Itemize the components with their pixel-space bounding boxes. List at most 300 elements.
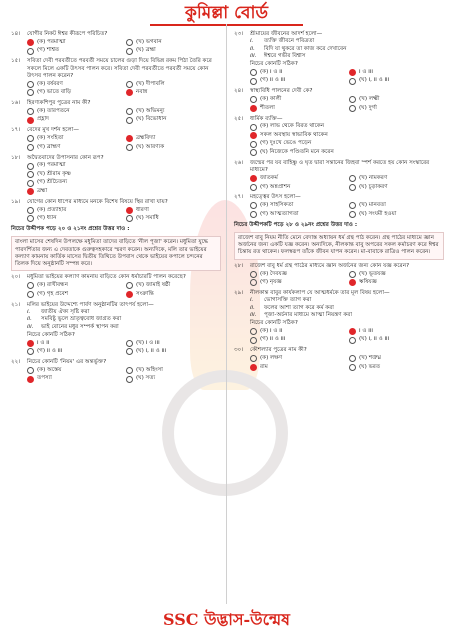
option-2[interactable] bbox=[349, 355, 444, 364]
question-number: ১৫। bbox=[11, 58, 21, 65]
option-1[interactable] bbox=[250, 68, 345, 77]
option-label: (খ) অহিংসা bbox=[136, 366, 163, 373]
option-3[interactable] bbox=[27, 89, 122, 98]
statement-text: বিদি যা থুকরে তা কাজ করে দেখাবেন bbox=[264, 45, 347, 52]
option-4[interactable] bbox=[126, 375, 221, 384]
answer-bubble[interactable] bbox=[27, 144, 34, 151]
answer-bubble[interactable] bbox=[250, 149, 257, 156]
answer-bubble[interactable] bbox=[126, 215, 133, 222]
statement-numeral: ii. bbox=[250, 45, 255, 52]
left-column bbox=[11, 28, 221, 383]
answer-bubble[interactable] bbox=[349, 96, 356, 103]
question-number: ১৮। bbox=[11, 154, 21, 161]
statement-numeral: iii. bbox=[27, 323, 34, 330]
option-2[interactable] bbox=[349, 327, 444, 336]
option-label: তপস্যা bbox=[37, 375, 52, 382]
option-label: (খ) মানবতা bbox=[359, 202, 386, 209]
answer-bubble[interactable] bbox=[27, 180, 34, 187]
question-stem: সবিতা দেবী পরবর্তীতে পরবর্তী সময়ে চালের গুড়া দিয়ে বিভিন্ন রকম পিঠা তৈরি করে সকলে মিলে একটি উৎসব পালন করে। সবিতা দেবী পরবর্তীতে পরবর্তী সময়ে কোন উৎসব পালন করেন? bbox=[27, 58, 212, 79]
answer-marked-bubble[interactable] bbox=[126, 135, 133, 142]
answer-marked-bubble[interactable] bbox=[126, 291, 133, 298]
option-label: (ঘ) আরণ্যক bbox=[136, 143, 165, 150]
option-1[interactable] bbox=[250, 96, 345, 105]
right-column bbox=[234, 28, 444, 372]
answer-bubble[interactable] bbox=[250, 141, 257, 148]
question-stem: মধুমিতা ভাইয়ের কল্যাণ কামনায় বাড়িতে কোন ধর্মাচারটি পালন করেছে? bbox=[27, 274, 186, 281]
statement-item bbox=[250, 305, 444, 312]
statement-item bbox=[250, 53, 444, 60]
statement-text: ফলের আশা ত্যাগ করে কর্ম করা bbox=[264, 304, 334, 311]
option-3[interactable] bbox=[27, 143, 122, 152]
question-number: ২৪। bbox=[234, 88, 244, 95]
option-list bbox=[11, 135, 221, 152]
option-label: ব্রহ্মবিদ্যা bbox=[136, 135, 156, 142]
option-label: (খ) ভগবান bbox=[136, 38, 162, 45]
answer-bubble[interactable] bbox=[27, 81, 34, 88]
answer-marked-bubble[interactable] bbox=[250, 364, 257, 371]
option-label: (গ) নৃযজ্ঞ bbox=[260, 279, 282, 286]
option-label: (ঘ) i, ii ও iii bbox=[359, 336, 390, 343]
answer-bubble[interactable] bbox=[126, 81, 133, 88]
option-3[interactable] bbox=[250, 77, 345, 86]
statement-text: জাতীয় ঐক্য সৃষ্টি করা bbox=[41, 308, 90, 315]
statement-list bbox=[234, 38, 444, 60]
answer-bubble[interactable] bbox=[126, 348, 133, 355]
answer-bubble[interactable] bbox=[126, 48, 133, 55]
option-label: (ঘ) i, ii ও iii bbox=[359, 77, 390, 84]
question-number: ২৮। bbox=[234, 262, 244, 269]
option-3[interactable] bbox=[27, 116, 122, 125]
option-label: (ঘ) সংযমী হওয়া bbox=[359, 210, 397, 217]
option-label: (গ) দুঃখে ভেঙে পড়েন bbox=[260, 140, 312, 147]
option-list bbox=[234, 96, 444, 113]
statement-text: ত্যক্তি জীবনে পবিত্রতা bbox=[264, 38, 315, 45]
answer-bubble[interactable] bbox=[250, 184, 257, 191]
question-q14 bbox=[11, 31, 221, 38]
statement-numeral: ii. bbox=[27, 316, 32, 323]
option-label: (খ) দীপাবলি bbox=[136, 80, 165, 87]
question-q21 bbox=[11, 302, 221, 309]
option-label: (গ) ব্রাহ্মণ bbox=[37, 143, 61, 150]
question-number: ১৪। bbox=[11, 31, 21, 37]
option-4[interactable] bbox=[349, 336, 444, 345]
option-label: (গ) ii ও iii bbox=[37, 348, 63, 355]
answer-bubble[interactable] bbox=[126, 376, 133, 383]
answer-bubble[interactable] bbox=[349, 105, 356, 112]
question-stem: কৌশল্যার পুত্রের নাম কী? bbox=[250, 347, 307, 354]
answer-bubble[interactable] bbox=[349, 271, 356, 278]
answer-bubble[interactable] bbox=[349, 202, 356, 209]
answer-bubble[interactable] bbox=[126, 282, 133, 289]
option-label: (খ) ভূতযজ্ঞ bbox=[359, 270, 386, 277]
answer-marked-bubble[interactable] bbox=[27, 376, 34, 383]
option-4[interactable] bbox=[126, 290, 221, 299]
option-label: ধারণা bbox=[136, 206, 149, 213]
option-label: সংক্রান্তি bbox=[136, 290, 154, 297]
question-number: ২৫। bbox=[234, 115, 244, 122]
answer-bubble[interactable] bbox=[250, 78, 257, 85]
option-list bbox=[11, 206, 221, 223]
answer-bubble[interactable] bbox=[349, 364, 356, 371]
option-label: (ঘ) i, ii ও iii bbox=[136, 348, 167, 355]
statement-numeral: ii. bbox=[250, 304, 255, 311]
option-label: (ক) রাখীবন্ধন bbox=[37, 282, 68, 289]
option-list bbox=[11, 38, 221, 55]
stimulus-passage: রাজেশ বাবু নিয়ম নীতি মেনে বেদাস্ত অধ্যায়ন ধর্ম গ্রন্থ পাঠ করেন। গ্রন্থ পাঠের মাধ্যমে জ্ঞান অর্জনের জন্য একটি যজ্ঞ করেন। অন্যদিকে, নীলকান্ত বাবু অপরের সকল কর্মাচরণ করে ঈশ্বর চিন্তায় রত থাকেন। ফলস্বরূপ তাঁকে জীবন যাপন করেন। মা-বাবাকে রাত্রিও পালন করেন। bbox=[234, 232, 444, 260]
statement-numeral: i. bbox=[250, 297, 254, 304]
question-q16 bbox=[11, 100, 221, 107]
option-label: ঋষিযজ্ঞ bbox=[359, 279, 377, 286]
option-2[interactable] bbox=[126, 38, 221, 47]
question-number: ২৬। bbox=[234, 159, 244, 166]
question-number: ১৯। bbox=[11, 198, 21, 205]
statement-item bbox=[250, 312, 444, 319]
option-4[interactable] bbox=[349, 104, 444, 113]
option-label: (গ) ধ্যান bbox=[37, 215, 57, 222]
option-label: (ক) বর্ষবরণ bbox=[37, 80, 63, 87]
option-label: (ঘ) ভরত bbox=[359, 363, 381, 370]
question-stem: জন্মের পর যব বাহিষ্ণু ও ঘৃত দ্বারা সন্তানের জিহবা স্পর্শ করতে হয় কোন সংস্কারের মাধ্যমে? bbox=[250, 159, 430, 174]
option-2[interactable] bbox=[349, 174, 444, 183]
answer-bubble[interactable] bbox=[126, 39, 133, 46]
answer-marked-bubble[interactable] bbox=[349, 328, 356, 335]
question-stem: শ্রীমায়ের জীবনের আদর্শ হলো— bbox=[250, 31, 323, 37]
option-label: (ক) i ও ii bbox=[260, 68, 283, 75]
answer-bubble[interactable] bbox=[27, 163, 34, 170]
option-1[interactable] bbox=[27, 80, 122, 89]
option-1[interactable] bbox=[27, 282, 122, 291]
question-stem: যোগীর নিকট ঈশ্বর কীরূপে পরিচিত? bbox=[27, 31, 108, 37]
question-stem: স্বাস্থ্যবিধি পালনের দেবী কে? bbox=[250, 88, 313, 95]
option-2[interactable] bbox=[126, 366, 221, 375]
option-label: i ও iii bbox=[359, 327, 373, 334]
question-q30 bbox=[234, 347, 444, 354]
option-label: (খ) জামাই ষষ্ঠী bbox=[136, 282, 171, 289]
option-1[interactable] bbox=[27, 135, 122, 144]
answer-bubble[interactable] bbox=[126, 340, 133, 347]
option-list bbox=[234, 174, 444, 191]
option-label: (ক) পরমাত্মা bbox=[37, 38, 66, 45]
option-label: (গ) শাশ্বত bbox=[37, 47, 60, 54]
answer-bubble[interactable] bbox=[250, 211, 257, 218]
option-3[interactable] bbox=[250, 278, 345, 287]
question-number: ২৭। bbox=[234, 194, 244, 201]
answer-marked-bubble[interactable] bbox=[27, 340, 34, 347]
option-3[interactable] bbox=[27, 47, 122, 56]
question-stem: হিরণ্যকশিপুর পুত্রের নাম কী? bbox=[27, 100, 91, 107]
option-label: (ক) প্রত্যাহার bbox=[37, 206, 67, 213]
option-label: (গ) ভাতে বাড়ি bbox=[37, 89, 72, 96]
statement-text: ঈশ্বরে গভীর বিশ্বাস bbox=[264, 52, 306, 59]
option-3[interactable] bbox=[250, 210, 345, 219]
option-2[interactable] bbox=[126, 80, 221, 89]
option-label: (ক) সংহিতা bbox=[37, 135, 64, 142]
statement-numeral: iii. bbox=[250, 52, 257, 59]
option-4[interactable] bbox=[349, 210, 444, 219]
option-label: (ক) অস্তেয় bbox=[37, 366, 62, 373]
option-label: (খ) লক্ষ্মী bbox=[359, 96, 380, 103]
option-label: (গ) গৃহ প্রবেশ bbox=[37, 290, 69, 297]
option-4[interactable] bbox=[126, 215, 221, 224]
option-1[interactable] bbox=[27, 107, 122, 116]
question-stem: ধার্মিক ব্যক্তি— bbox=[250, 115, 283, 122]
option-label: (খ) শত্রুঘ্ন bbox=[359, 355, 382, 362]
option-4[interactable] bbox=[349, 363, 444, 372]
option-1[interactable] bbox=[27, 38, 122, 47]
question-stem: বেদের মুখ দর্শন হলো— bbox=[27, 127, 79, 134]
option-4[interactable] bbox=[126, 116, 221, 125]
option-label: ব্রহ্মা bbox=[37, 187, 48, 194]
option-label: i ও iii bbox=[359, 68, 373, 75]
option-list bbox=[234, 202, 444, 219]
option-2[interactable] bbox=[126, 135, 221, 144]
question-q24 bbox=[234, 88, 444, 95]
question-q15 bbox=[11, 58, 221, 80]
option-list bbox=[11, 282, 221, 299]
option-3[interactable] bbox=[250, 363, 345, 372]
statement-numeral: iii. bbox=[250, 311, 257, 318]
which-correct-prompt: নিচের কোনটি সঠিক? bbox=[27, 331, 75, 338]
statement-text: ভাই বোনের মধুর সম্পর্ক স্থাপন করা bbox=[41, 323, 119, 330]
answer-bubble[interactable] bbox=[349, 78, 356, 85]
option-1[interactable] bbox=[250, 355, 345, 364]
question-q17 bbox=[11, 127, 221, 134]
answer-marked-bubble[interactable] bbox=[126, 207, 133, 214]
answer-bubble[interactable] bbox=[349, 184, 356, 191]
option-4[interactable] bbox=[349, 183, 444, 192]
option-label: (ক) সাহসিকতা bbox=[260, 202, 294, 209]
answer-bubble[interactable] bbox=[27, 215, 34, 222]
option-label: (ক) লক্ষণ bbox=[260, 355, 283, 362]
option-4[interactable] bbox=[349, 77, 444, 86]
option-label: (গ) ii ও iii bbox=[260, 336, 286, 343]
answer-bubble[interactable] bbox=[250, 337, 257, 344]
column-divider bbox=[226, 24, 227, 604]
page-title: কুমিল্লা বোর্ড bbox=[185, 3, 268, 23]
option-label: (ঘ) দুর্গা bbox=[359, 104, 377, 111]
statement-item bbox=[250, 297, 444, 304]
option-1[interactable] bbox=[27, 206, 122, 215]
answer-bubble[interactable] bbox=[27, 171, 34, 178]
option-2[interactable] bbox=[126, 282, 221, 291]
question-stem: মহত্ত্বের উৎস হলো— bbox=[250, 194, 301, 201]
question-number: ২৯। bbox=[234, 289, 244, 296]
option-label: (খ) নামকরণ bbox=[359, 175, 388, 181]
answer-bubble[interactable] bbox=[250, 202, 257, 209]
option-label: (ঘ) বিভোধান bbox=[136, 116, 167, 123]
answer-bubble[interactable] bbox=[27, 135, 34, 142]
option-1[interactable] bbox=[250, 123, 444, 132]
option-list bbox=[11, 107, 221, 124]
answer-bubble[interactable] bbox=[27, 282, 34, 289]
option-4[interactable] bbox=[126, 89, 221, 98]
option-list bbox=[11, 339, 221, 356]
option-label: (গ) অন্নপ্রাশন bbox=[260, 183, 291, 190]
option-3[interactable] bbox=[250, 336, 345, 345]
answer-bubble[interactable] bbox=[126, 144, 133, 151]
option-4[interactable] bbox=[250, 148, 444, 157]
stimulus-instruction: নিচের উদ্দীপক পড়ে ২০ ও ২১নং প্রশ্নের উত্তর দাও : bbox=[11, 226, 130, 233]
stimulus-instruction: নিচের উদ্দীপকটি পড়ে ২৮ ও ২৯নং প্রশ্নের উত্তর দাও : bbox=[234, 221, 358, 228]
question-q22 bbox=[11, 359, 221, 366]
question-stem: নিচের কোনটি 'নিয়ম' এর অন্তর্ভুক্ত? bbox=[27, 359, 107, 366]
option-label: জাতকর্ম bbox=[260, 175, 278, 181]
question-number: ১৬। bbox=[11, 100, 21, 107]
answer-marked-bubble[interactable] bbox=[126, 89, 133, 96]
statement-text: ভোগাসক্তি ত্যাগ করা bbox=[264, 297, 312, 304]
answer-bubble[interactable] bbox=[126, 117, 133, 124]
option-2[interactable] bbox=[349, 68, 444, 77]
answer-marked-bubble[interactable] bbox=[349, 279, 356, 286]
option-2[interactable] bbox=[250, 131, 444, 140]
question-number: ১৭। bbox=[11, 127, 21, 134]
question-stem: যোগের কোন ধাপের মাধ্যমে মনকে বিশেষ বিষয়ে স্থির রাখা যায়? bbox=[27, 198, 168, 205]
option-list bbox=[234, 123, 444, 157]
question-number: ২২। bbox=[11, 359, 21, 366]
answer-bubble[interactable] bbox=[250, 355, 257, 362]
option-label: (গ) আত্মত্যাগতা bbox=[260, 210, 299, 217]
answer-marked-bubble[interactable] bbox=[27, 117, 34, 124]
option-label: (গ) শ্রীচৈতন্য bbox=[37, 179, 68, 186]
statement-item bbox=[250, 46, 444, 53]
question-number: ৩০। bbox=[234, 347, 244, 354]
answer-bubble[interactable] bbox=[27, 348, 34, 355]
question-q28 bbox=[234, 263, 444, 270]
option-label: (ক) কালী bbox=[260, 96, 282, 103]
question-stem: রাজেশ বাবু ধর্ম গ্রন্থ পাঠের মাধ্যমে জ্ঞান অর্জনের জন্য কোন যজ্ঞ করেন? bbox=[250, 262, 410, 269]
option-label: সকল অবস্থায় স্বাভাবিক থাকেন bbox=[260, 131, 328, 138]
option-label: নবান্ন bbox=[136, 89, 148, 96]
option-2[interactable] bbox=[126, 206, 221, 215]
option-label: (খ) অভিমন্যু bbox=[136, 107, 165, 114]
option-1[interactable] bbox=[27, 339, 122, 348]
option-2[interactable] bbox=[126, 339, 221, 348]
option-3[interactable] bbox=[250, 104, 345, 113]
which-correct-prompt: নিচের কোনটি সঠিক? bbox=[250, 61, 298, 68]
answer-marked-bubble[interactable] bbox=[250, 105, 257, 112]
option-label: (ক) তারপতনে bbox=[37, 107, 70, 114]
option-3[interactable] bbox=[250, 140, 444, 149]
answer-marked-bubble[interactable] bbox=[27, 39, 34, 46]
answer-bubble[interactable] bbox=[27, 367, 34, 374]
option-3[interactable] bbox=[27, 215, 122, 224]
answer-bubble[interactable] bbox=[126, 108, 133, 115]
option-label: (ক) পরমাত্মা bbox=[37, 162, 66, 169]
option-4[interactable] bbox=[126, 47, 221, 56]
answer-marked-bubble[interactable] bbox=[250, 175, 257, 182]
answer-bubble[interactable] bbox=[250, 271, 257, 278]
question-q26 bbox=[234, 160, 444, 175]
question-q20 bbox=[11, 274, 221, 281]
answer-bubble[interactable] bbox=[250, 279, 257, 286]
statement-text: পূজা-অর্চনার মাধ্যমে আত্মা নিয়ন্ত্রণ করা bbox=[264, 311, 352, 318]
option-label: (গ) ii ও iii bbox=[260, 77, 286, 84]
option-2[interactable] bbox=[349, 270, 444, 279]
option-label: (ঘ) সত্য bbox=[136, 375, 156, 382]
option-list bbox=[11, 366, 221, 383]
option-label: (ঘ) নিজেকে পণ্ডিতনি মনে করেন bbox=[260, 148, 334, 155]
option-list bbox=[234, 68, 444, 85]
option-4[interactable] bbox=[126, 143, 221, 152]
option-3[interactable] bbox=[27, 179, 221, 188]
option-list bbox=[11, 80, 221, 97]
option-label: (খ) শ্রীরাম কৃষ্ণ bbox=[37, 170, 71, 177]
answer-bubble[interactable] bbox=[349, 211, 356, 218]
answer-marked-bubble[interactable] bbox=[27, 188, 34, 195]
question-number: ২০। bbox=[11, 274, 21, 281]
answer-marked-bubble[interactable] bbox=[250, 132, 257, 139]
answer-bubble[interactable] bbox=[349, 175, 356, 182]
answer-bubble[interactable] bbox=[250, 96, 257, 103]
option-3[interactable] bbox=[27, 348, 122, 357]
option-label: (ঘ) সমাধি bbox=[136, 215, 159, 222]
option-2[interactable] bbox=[349, 96, 444, 105]
question-q19 bbox=[11, 199, 221, 206]
option-label: (খ) i ও iii bbox=[136, 339, 160, 346]
option-label: রাম bbox=[260, 363, 268, 370]
question-number: ২১। bbox=[11, 301, 21, 308]
option-1[interactable] bbox=[27, 162, 221, 171]
option-label: (ক) লাভ থেকে বিরত থাকেন bbox=[260, 123, 325, 130]
answer-bubble[interactable] bbox=[27, 291, 34, 298]
option-label: i ও ii bbox=[37, 339, 50, 346]
answer-bubble[interactable] bbox=[27, 108, 34, 115]
answer-marked-bubble[interactable] bbox=[349, 69, 356, 76]
answer-bubble[interactable] bbox=[250, 69, 257, 76]
answer-bubble[interactable] bbox=[126, 367, 133, 374]
statement-list bbox=[234, 297, 444, 319]
option-3[interactable] bbox=[27, 375, 122, 384]
statement-text: সমবিষ্টু ভুলে ভ্রাতৃত্ববোধ জাগ্রত করা bbox=[41, 316, 122, 323]
option-label: (ঘ) ব্রহ্মা bbox=[136, 47, 156, 54]
question-stem: নীলকান্ত বাবুর কার্যকলাপ যে আত্মধর্মকে তার মূল বিষয় হলো— bbox=[250, 289, 390, 296]
option-3[interactable] bbox=[27, 290, 122, 299]
question-q25 bbox=[234, 116, 444, 123]
option-label: (ঘ) চূড়াকরণ bbox=[359, 183, 388, 190]
question-stem: অদ্বৈতবাদের উপাসনার কোন রূপ? bbox=[27, 154, 104, 161]
option-1[interactable] bbox=[27, 366, 122, 375]
option-2[interactable] bbox=[126, 107, 221, 116]
answer-bubble[interactable] bbox=[349, 355, 356, 362]
option-list bbox=[11, 162, 221, 196]
footer-brand: SSC উদ্ভাস-উন্মেষ bbox=[163, 610, 290, 629]
answer-bubble[interactable] bbox=[250, 124, 257, 131]
option-4[interactable] bbox=[27, 187, 221, 196]
option-4[interactable] bbox=[349, 278, 444, 287]
option-1[interactable] bbox=[250, 174, 345, 183]
answer-bubble[interactable] bbox=[27, 207, 34, 214]
answer-bubble[interactable] bbox=[250, 328, 257, 335]
which-correct-prompt: নিচের কোনটি সঠিক? bbox=[250, 320, 298, 327]
option-4[interactable] bbox=[126, 348, 221, 357]
statement-item bbox=[27, 316, 221, 323]
option-2[interactable] bbox=[349, 202, 444, 211]
statement-item bbox=[27, 324, 221, 331]
option-list bbox=[234, 270, 444, 287]
option-3[interactable] bbox=[250, 183, 345, 192]
option-1[interactable] bbox=[250, 327, 345, 336]
answer-bubble[interactable] bbox=[27, 48, 34, 55]
answer-bubble[interactable] bbox=[27, 89, 34, 96]
option-2[interactable] bbox=[27, 170, 221, 179]
question-number: ২৩। bbox=[234, 31, 244, 37]
option-1[interactable] bbox=[250, 202, 345, 211]
option-1[interactable] bbox=[250, 270, 345, 279]
answer-bubble[interactable] bbox=[349, 337, 356, 344]
option-list bbox=[234, 355, 444, 372]
statement-item bbox=[250, 38, 444, 45]
question-q18 bbox=[11, 155, 221, 162]
